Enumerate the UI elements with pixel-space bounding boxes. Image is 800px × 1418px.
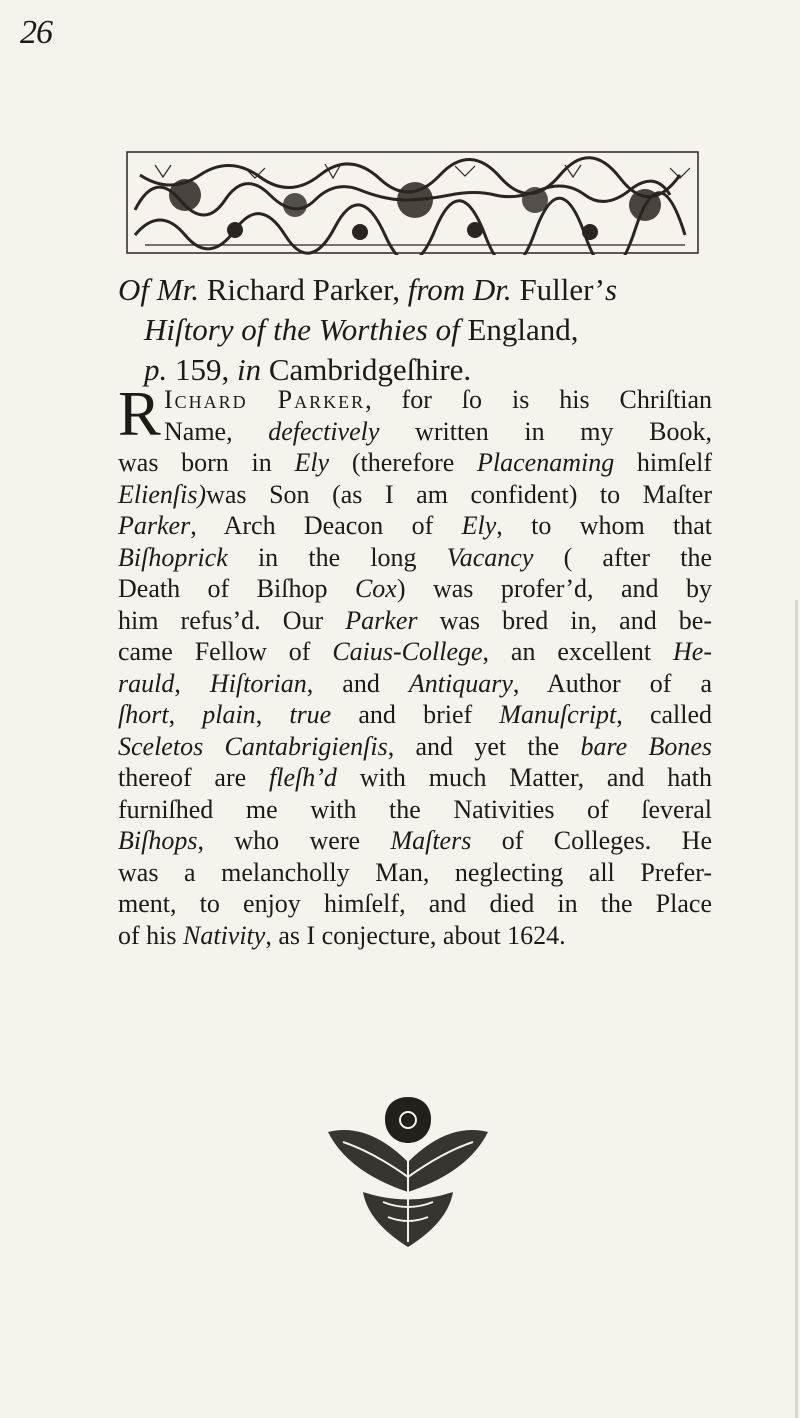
text-line (118, 573, 712, 605)
text-line (118, 510, 712, 542)
text-segment: was Son (as I am confident) to Maſter (206, 479, 712, 509)
page-number: 26 (20, 14, 52, 51)
text-segment: was a melancholly Man, neglecting all Prefer- (118, 857, 712, 887)
text-italic: Nativity (183, 920, 266, 950)
text-segment: was born in (118, 448, 295, 477)
text-italic: Ely (294, 448, 330, 477)
text-segment: Ichard (164, 385, 248, 414)
text-italic: bare Bones (580, 731, 712, 761)
heading-text-italic: Hiſtory of the Worthies of (144, 312, 460, 347)
text-segment: thereof are (118, 763, 269, 792)
text-segment: , as I conjecture, about 1624. (265, 920, 566, 950)
text-segment: of his (118, 920, 183, 950)
text-line (118, 447, 712, 479)
text-italic: Biſhoprick (118, 542, 228, 572)
text-line (118, 542, 712, 574)
text-segment: came Fellow of (118, 637, 333, 666)
text-segment: Death of Biſhop (118, 574, 355, 603)
text-segment (248, 385, 278, 414)
text-italic: Ely (461, 511, 497, 540)
heading-text-italic: in (237, 352, 262, 387)
text-italic: plain (202, 700, 256, 729)
text-italic: Biſhops (118, 826, 198, 855)
text-segment: (therefore (329, 448, 478, 477)
text-segment: written in my Book, (379, 416, 712, 446)
text-italic: Hiſtorian (209, 668, 307, 698)
text-segment: in the long (227, 542, 447, 572)
text-segment: , (168, 700, 203, 729)
text-italic: Placenaming (477, 448, 615, 477)
text-line (118, 825, 712, 857)
text-segment: , Author of a (512, 668, 713, 698)
text-italic: Parker (118, 511, 191, 540)
text-segment: , to whom that (496, 511, 712, 540)
text-line (118, 857, 712, 889)
text-italic: Parker (345, 605, 418, 635)
paper-blemish (795, 600, 798, 1418)
text-italic: fleſh’d (269, 763, 337, 792)
text-segment: himſelf (614, 448, 713, 477)
heading-text-italic: p. (144, 352, 168, 387)
text-segment: , called (616, 700, 713, 729)
text-line (118, 920, 712, 952)
heading-text: Cambridgeſhire. (261, 352, 472, 387)
text-line (118, 668, 712, 700)
text-italic: Sceletos Cantabrigienſis (118, 731, 388, 761)
text-segment: , (174, 668, 210, 698)
text-segment: , and (306, 668, 409, 698)
heading-text-italic: from Dr. (407, 272, 512, 307)
text-segment: , for ſo is his Chriſtian (365, 385, 712, 414)
text-italic: defectively (268, 416, 380, 446)
text-segment: with much Matter, and hath (336, 763, 713, 792)
text-line (118, 479, 712, 511)
text-italic: Vacancy (446, 542, 534, 572)
text-line (118, 636, 712, 668)
text-line (118, 416, 712, 448)
tailpiece-ornament (308, 1092, 508, 1257)
text-segment: Name, (164, 416, 269, 446)
text-segment: ( after the (533, 542, 712, 572)
text-italic: rauld (118, 668, 175, 698)
heading-text: Richard Parker, (198, 272, 408, 307)
text-segment: ) was profer’d, and by (396, 574, 712, 603)
text-segment: him refus’d. Our (118, 605, 346, 635)
text-line (118, 794, 712, 826)
text-italic: Maſters (390, 826, 472, 855)
text-italic: Parker (277, 385, 366, 414)
text-segment: was bred in, and be- (417, 605, 712, 635)
heading-line-2 (118, 310, 718, 350)
text-italic: true (289, 700, 332, 729)
heading-text: England, (459, 312, 579, 347)
text-segment: , an excellent (482, 637, 674, 666)
text-segment: furniſhed me with the Nativities of ſeveral (118, 794, 712, 824)
text-segment: , who were (197, 826, 391, 855)
drop-cap: R (118, 378, 161, 449)
headpiece-ornament (125, 150, 700, 255)
text-italic: Caius-College (332, 637, 483, 666)
text-line (118, 762, 712, 794)
text-line (118, 731, 712, 763)
text-italic: Cox (354, 574, 397, 603)
text-segment: , and yet the (387, 731, 581, 761)
heading-text: 159, (167, 352, 237, 387)
text-line (118, 605, 712, 637)
heading-text: Fuller’ (511, 272, 605, 307)
heading-text-italic: s (604, 272, 618, 307)
heading-text-italic: Of Mr. (118, 272, 199, 307)
heading-line-1 (118, 270, 718, 310)
text-line (118, 384, 712, 416)
text-italic: Antiquary (408, 668, 513, 698)
text-italic: ſhort (118, 700, 169, 729)
text-segment: and brief (331, 700, 500, 729)
text-segment: ment, to enjoy himſelf, and died in the Place (118, 889, 712, 918)
text-italic: Manuſcript (499, 700, 617, 729)
body-paragraph (118, 378, 713, 951)
text-line (118, 888, 712, 920)
text-segment: , (255, 700, 290, 729)
text-italic: He- (673, 637, 712, 666)
text-line (118, 699, 712, 731)
text-segment: of Colleges. He (471, 826, 713, 855)
text-segment: , Arch Deacon of (190, 511, 462, 540)
chapter-heading (118, 270, 718, 390)
text-italic: Elienſis) (118, 479, 207, 509)
